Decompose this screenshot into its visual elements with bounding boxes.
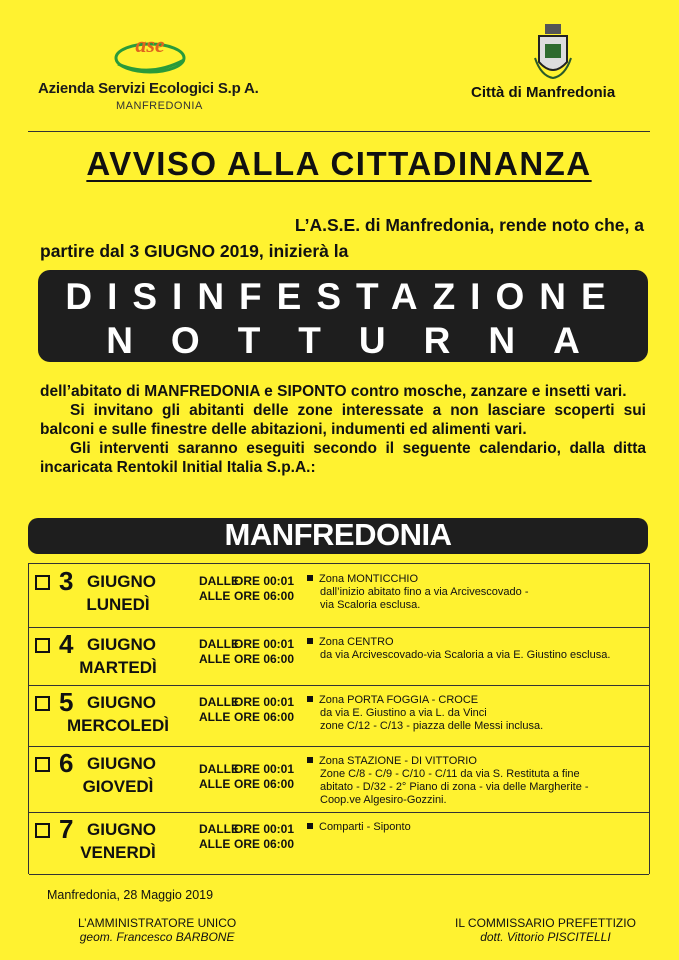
banner-line-1: DISINFESTAZIONE [65, 276, 621, 317]
page-title: AVVISO ALLA CITTADINANZA [86, 145, 592, 182]
header-divider [28, 131, 650, 132]
bullet-icon [307, 823, 313, 829]
bullet-icon [307, 575, 313, 581]
time-range: DALLEORE 00:01 ALLE ORE 06:00 [199, 822, 295, 851]
banner-line-2: NOTTURNA [106, 320, 618, 361]
body-paragraph-3: Gli interventi saranno eseguiti secondo il seguente calendario, dalla ditta incaricata Rentokil Initial Italia S.p.A.: [40, 440, 646, 476]
zone-description: Zona STAZIONE - DI VITTORIO Zone C/8 - C/9 - C/10 - C/11 da via S. Restituta a fine abitato - D/32 - 2° Piano di zona - via delle Margherite - Coop.ve Algesiro-Gozzini. [307, 755, 645, 807]
time-range: DALLEORE 00:01 ALLE ORE 06:00 [199, 637, 295, 666]
schedule-table [28, 563, 650, 874]
day-number: 5 [59, 687, 74, 717]
body-paragraph-1: dell’abitato di MANFREDONIA e SIPONTO contro mosche, zanzare e insetti vari. [40, 383, 627, 400]
day-number: 6 [59, 748, 74, 778]
company-city: MANFREDONIA [116, 100, 203, 112]
bullet-icon [307, 696, 313, 702]
svg-text:ase: ase [135, 32, 165, 57]
schedule-row [29, 564, 649, 628]
day-number: 4 [59, 629, 74, 659]
checkbox-icon [35, 696, 50, 711]
weekday: GIOVEDÌ [82, 777, 154, 796]
intro-text: L’A.S.E. di Manfredonia, rende noto che, a partire dal 3 GIUGNO 2019, inizierà la [40, 215, 644, 261]
weekday: MERCOLEDÌ [67, 716, 169, 735]
month: GIUGNO [87, 635, 156, 654]
checkbox-icon [35, 575, 50, 590]
body-text [40, 382, 646, 477]
signature-commissioner: IL COMMISSARIO PREFETTIZIO dott. Vittorio PISCITELLI [455, 916, 636, 944]
day-number: 3 [59, 566, 74, 596]
month: GIUGNO [87, 820, 156, 839]
company-name: Azienda Servizi Ecologici S.p A. [38, 80, 259, 97]
time-range: DALLEORE 00:01 ALLE ORE 06:00 [199, 574, 295, 603]
checkbox-icon [35, 823, 50, 838]
day-number: 7 [59, 814, 74, 844]
schedule-row [29, 812, 649, 875]
zone-description: Zona PORTA FOGGIA - CROCE da via E. Giustino a via L. da Vinci zone C/12 - C/13 - piazza delle Messi inclusa. [307, 694, 645, 733]
zone-description: Zona CENTRO da via Arcivescovado-via Scaloria a via E. Giustino esclusa. [307, 636, 645, 662]
ase-logo [110, 30, 190, 78]
weekday: VENERDÌ [80, 843, 156, 862]
document-date: Manfredonia, 28 Maggio 2019 [47, 888, 214, 902]
schedule-row [29, 685, 649, 747]
signature-administrator: L’AMMINISTRATORE UNICO geom. Francesco BARBONE [78, 916, 237, 944]
bullet-icon [307, 757, 313, 763]
checkbox-icon [35, 757, 50, 772]
month: GIUGNO [87, 754, 156, 773]
section-title: MANFREDONIA [224, 517, 452, 552]
body-paragraph-2: Si invitano gli abitanti delle zone interessate a non lasciare scoperti sui balconi e sulle finestre delle abitazioni, indumenti ed alimenti vari. [40, 402, 646, 438]
zone-description: Zona MONTICCHIO dall’inizio abitato fino a via Arcivescovado - via Scaloria esclusa. [307, 573, 645, 612]
schedule-row [29, 627, 649, 686]
zone-description: Comparti - Siponto [307, 821, 645, 834]
time-range: DALLEORE 00:01 ALLE ORE 06:00 [199, 695, 295, 724]
city-name: Città di Manfredonia [471, 84, 616, 101]
schedule-row [29, 746, 649, 813]
weekday: MARTEDÌ [79, 658, 157, 677]
checkbox-icon [35, 638, 50, 653]
month: GIUGNO [87, 572, 156, 591]
month: GIUGNO [87, 693, 156, 712]
weekday: LUNEDÌ [86, 595, 150, 614]
city-crest-icon [533, 22, 573, 82]
time-range: DALLEORE 00:01 ALLE ORE 06:00 [199, 762, 295, 791]
bullet-icon [307, 638, 313, 644]
